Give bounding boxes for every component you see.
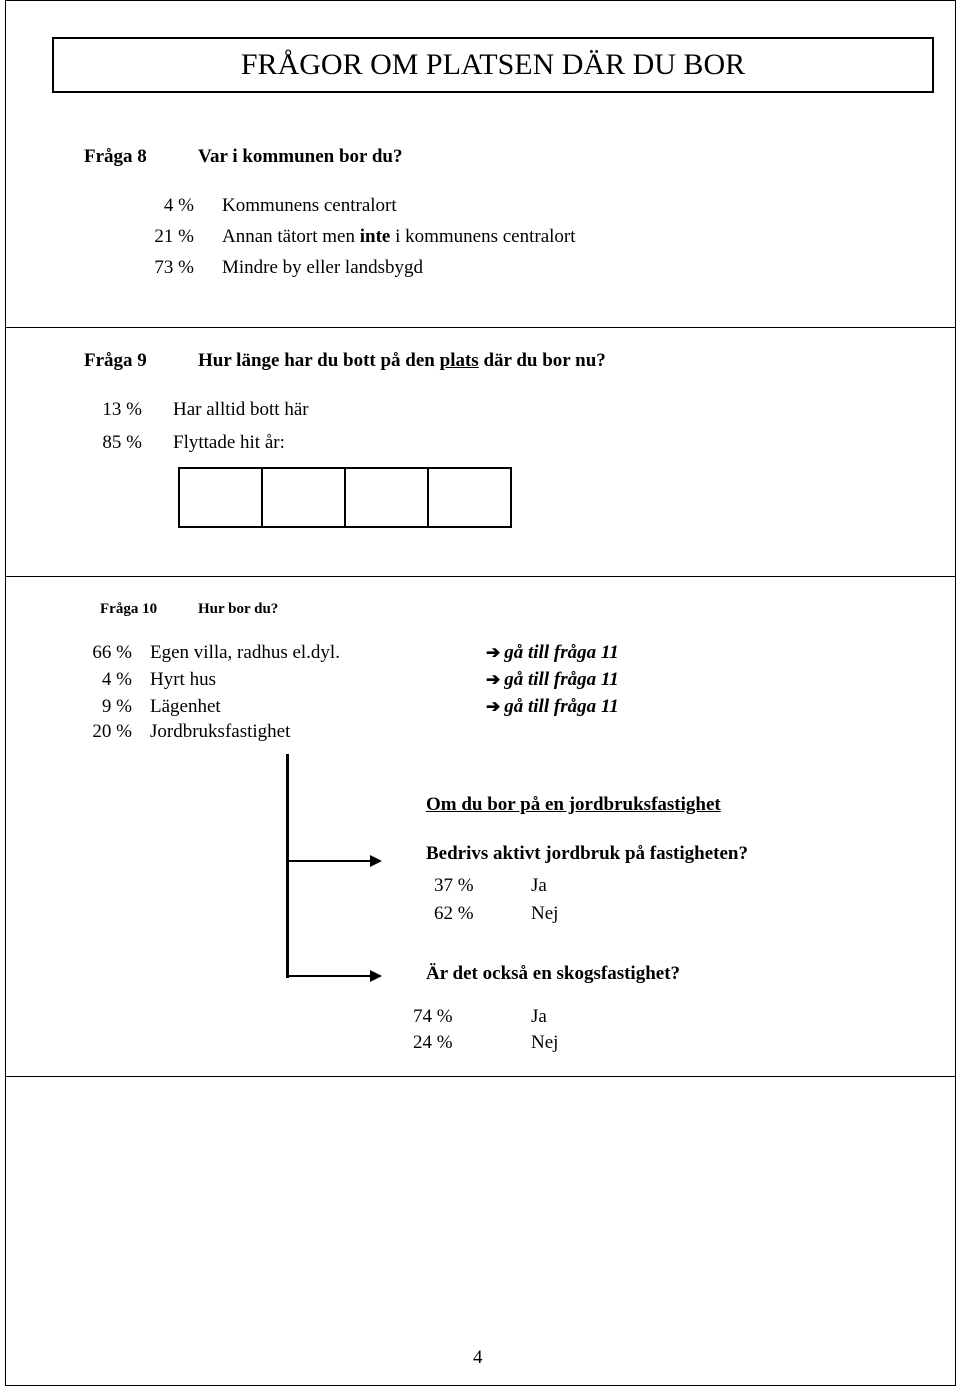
year-digit-box	[178, 467, 263, 528]
q9-option-1-text: Har alltid bott här	[173, 399, 309, 420]
q9-question	[198, 350, 606, 372]
q8-label: Fråga 8	[84, 146, 147, 167]
q8-option-2-text	[222, 226, 576, 248]
q9-question-post: där du bor nu?	[478, 350, 606, 371]
q8-option-3-text: Mindre by eller landsbygd	[222, 257, 424, 278]
farm-active-option-1-pct: 37 %	[434, 875, 474, 896]
farm-forest-option-2-text: Nej	[531, 1032, 559, 1053]
q8-option-3-pct: 73 %	[154, 257, 194, 278]
divider-2	[5, 576, 956, 577]
q9-question-underlined: plats	[439, 350, 479, 371]
q10-label: Fråga 10	[100, 601, 158, 617]
q10-option-1-pct: 66 %	[92, 642, 132, 663]
year-input-boxes	[178, 467, 512, 528]
q8-option-1-pct: 4 %	[163, 195, 194, 216]
q9-option-2-pct: 85 %	[102, 432, 142, 453]
q8-option-2-text-post: i kommunens centralort	[390, 226, 576, 247]
q8-option-2-text-pre: Annan tätort men	[222, 226, 360, 247]
farm-forest-option-1-pct: 74 %	[413, 1006, 453, 1027]
connector-arrow-1-line	[286, 860, 372, 862]
q10-option-3-goto	[486, 696, 619, 718]
q10-option-2-goto-text: gå till fråga 11	[504, 669, 619, 690]
q10-option-4-text: Jordbruksfastighet	[150, 721, 291, 742]
q10-option-2-pct: 4 %	[101, 669, 132, 690]
q8-option-1-text: Kommunens centralort	[222, 195, 397, 216]
connector-arrow-2-line	[286, 975, 372, 977]
q10-option-3-goto-text: gå till fråga 11	[504, 696, 619, 717]
divider-3	[5, 1076, 956, 1077]
farm-active-option-2-pct: 62 %	[434, 903, 474, 924]
q10-option-1-goto	[486, 642, 619, 664]
farm-forest-option-1-text: Ja	[531, 1006, 547, 1027]
year-digit-box	[344, 467, 429, 528]
arrow-right-icon: ➔	[486, 697, 501, 716]
q10-question: Hur bor du?	[198, 601, 279, 617]
farm-active-option-1-text: Ja	[531, 875, 547, 896]
page-title	[52, 37, 934, 93]
q10-option-1-text: Egen villa, radhus el.dyl.	[150, 642, 340, 663]
q10-option-1-goto-text: gå till fråga 11	[504, 642, 619, 663]
arrow-right-icon: ➔	[486, 643, 501, 662]
q8-question: Var i kommunen bor du?	[198, 146, 403, 167]
q10-option-4-pct: 20 %	[92, 721, 132, 742]
q10-option-2-goto	[486, 669, 619, 691]
q10-option-2-text: Hyrt hus	[150, 669, 216, 690]
q9-option-1-pct: 13 %	[102, 399, 142, 420]
divider-1	[5, 327, 956, 328]
arrow-right-icon	[370, 970, 382, 982]
q9-label: Fråga 9	[84, 350, 147, 371]
farm-forest-question: Är det också en skogsfastighet?	[426, 963, 681, 984]
year-digit-box	[261, 467, 346, 528]
page-number: 4	[473, 1347, 483, 1368]
farm-heading-text: Om du bor på en jordbruksfastighet	[426, 794, 721, 815]
year-digit-box	[427, 467, 512, 528]
q9-question-pre: Hur länge har du bott på den	[198, 350, 440, 371]
page-title-text: FRÅGOR OM PLATSEN DÄR DU BOR	[240, 48, 746, 81]
farm-active-question: Bedrivs aktivt jordbruk på fastigheten?	[426, 843, 748, 864]
q10-option-3-text: Lägenhet	[150, 696, 221, 717]
q8-option-2-text-emphasis: inte	[359, 226, 391, 247]
farm-active-option-2-text: Nej	[531, 903, 559, 924]
arrow-right-icon: ➔	[486, 670, 501, 689]
q9-option-2-text: Flyttade hit år:	[173, 432, 285, 453]
connector-vertical-line	[286, 754, 289, 978]
farm-forest-option-2-pct: 24 %	[413, 1032, 453, 1053]
arrow-right-icon	[370, 855, 382, 867]
q10-option-3-pct: 9 %	[101, 696, 132, 717]
q8-option-2-pct: 21 %	[154, 226, 194, 247]
farm-heading	[426, 794, 721, 816]
